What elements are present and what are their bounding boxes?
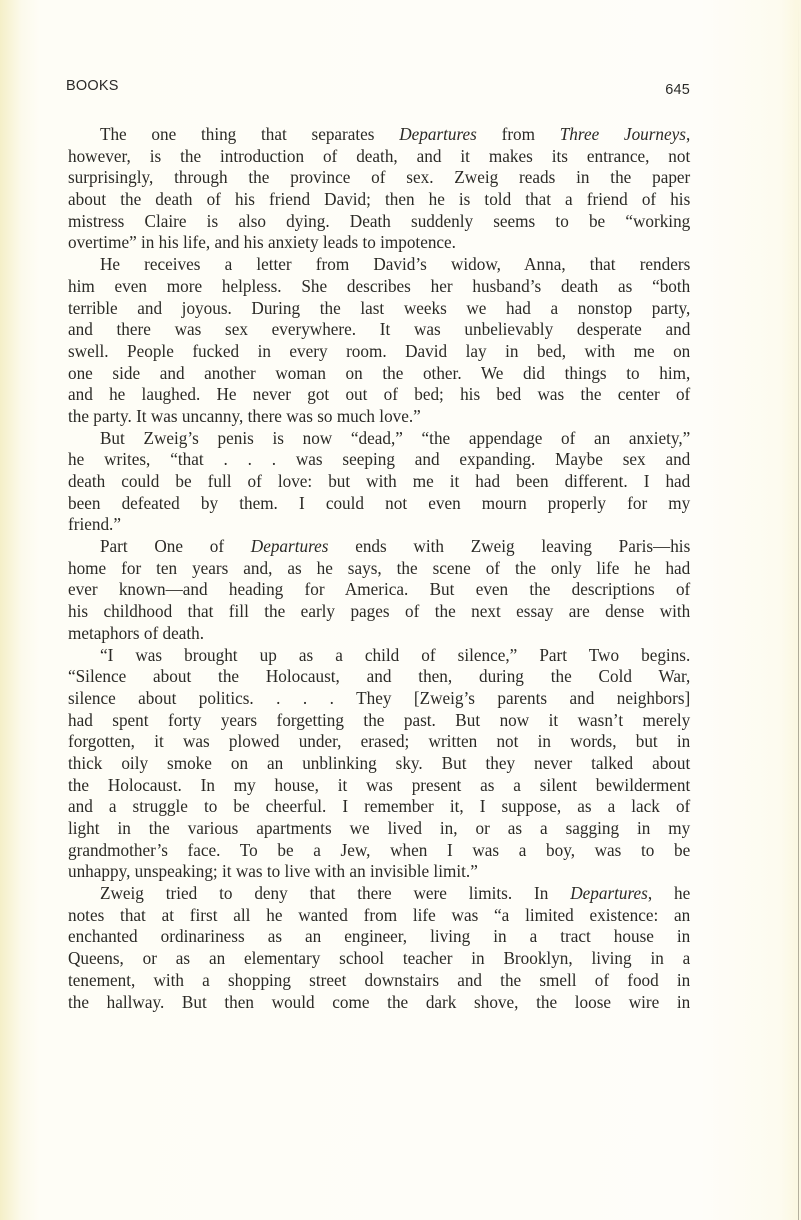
text-run: ever known—and heading for America. But even the descriptions of: [68, 579, 691, 600]
text-run: and a struggle to be cheerful. I remember it, I suppose, as a lack of: [68, 796, 691, 817]
text-line: [68, 276, 690, 298]
text-run: tenement, with a shopping street downstairs and the smell of food in: [68, 969, 691, 990]
text-line: [68, 254, 690, 276]
text-run: thick oily smoke on an unblinking sky. But they never talked about: [68, 752, 691, 773]
text-run: silence about politics. . . . They [Zweig’s parents and neighbors]: [68, 687, 691, 708]
text-line: [68, 406, 690, 428]
text-run: had spent forty years forgetting the past. But now it wasn’t merely: [68, 709, 691, 730]
text-run: notes that at first all he wanted from life was “a limited existence: an: [68, 904, 691, 925]
text-run: the Holocaust. In my house, it was present as a silent bewilderment: [68, 774, 691, 795]
paragraph: [68, 645, 690, 884]
text-line: [68, 449, 690, 471]
page-number: 645: [665, 82, 690, 98]
text-line: [68, 211, 690, 233]
text-run: The one thing that separates: [99, 124, 400, 144]
text-line: [68, 926, 690, 948]
text-line: [68, 189, 690, 211]
text-run: ends with Zweig leaving Paris—his: [328, 536, 691, 557]
text-line: [68, 645, 690, 667]
text-line: [68, 861, 690, 883]
text-run: ,: [685, 124, 691, 144]
text-run: surprisingly, through the province of sex. Zweig reads in the paper: [68, 167, 691, 188]
text-line: [68, 493, 690, 515]
text-line: [68, 840, 690, 862]
book-title-italic: Departures: [399, 124, 477, 144]
text-line: [68, 298, 690, 320]
paragraph: [68, 536, 690, 644]
text-line: [68, 666, 690, 688]
text-run: Queens, or as an elementary school teacher in Brooklyn, living in a: [68, 948, 691, 969]
paragraph: [68, 883, 690, 1013]
text-run: friend.”: [68, 514, 121, 535]
text-run: He receives a letter from David’s widow, Anna, that renders: [99, 254, 691, 275]
text-line: [68, 992, 690, 1014]
text-run: forgotten, it was plowed under, erased; written not in words, but in: [68, 731, 691, 752]
text-run: But Zweig’s penis is now “dead,” “the appendage of an anxiety,”: [99, 427, 691, 448]
text-line: [68, 384, 690, 406]
text-line: [68, 514, 690, 536]
text-run: unhappy, unspeaking; it was to live with an invisible limit.”: [68, 861, 478, 882]
text-line: [68, 558, 690, 580]
text-run: “Silence about the Holocaust, and then, during the Cold War,: [68, 666, 691, 687]
running-head: [66, 78, 690, 98]
text-line: [68, 948, 690, 970]
text-run: Part One of: [99, 536, 251, 557]
text-line: [68, 471, 690, 493]
text-run: the hallway. But then would come the dark shove, the loose wire in: [68, 991, 691, 1012]
text-line: [68, 731, 690, 753]
text-run: , he: [647, 883, 691, 904]
text-line: [68, 623, 690, 645]
text-line: [68, 710, 690, 732]
text-line: [68, 124, 690, 146]
text-run: and there was sex everywhere. It was unbelievably desperate and: [68, 319, 691, 340]
page-edge-line: [798, 0, 799, 1220]
text-run: death could be full of love: but with me it had been different. I had: [68, 471, 691, 491]
text-run: from: [476, 124, 560, 144]
text-run: however, is the introduction of death, and it makes its entrance, not: [68, 145, 691, 166]
book-title-italic: Three Journeys: [559, 124, 686, 144]
text-run: grandmother’s face. To be a Jew, when I was a boy, was to be: [68, 839, 691, 860]
text-line: [68, 905, 690, 927]
text-line: [68, 688, 690, 710]
text-run: one side and another woman on the other. We did things to him,: [68, 362, 691, 383]
text-line: [68, 775, 690, 797]
paragraph: [68, 124, 690, 254]
text-run: overtime” in his life, and his anxiety leads to impotence.: [68, 232, 456, 253]
text-run: light in the various apartments we lived in, or as a sagging in my: [68, 818, 691, 838]
book-title-italic: Departures: [250, 536, 329, 557]
text-line: [68, 536, 690, 558]
text-run: “I was brought up as a child of silence,” Part Two begins.: [99, 644, 691, 665]
text-line: [68, 363, 690, 385]
text-line: [68, 146, 690, 168]
text-run: and he laughed. He never got out of bed; his bed was the center of: [68, 384, 691, 405]
paragraph: [68, 254, 690, 428]
text-run: swell. People fucked in every room. David lay in bed, with me on: [68, 340, 691, 361]
text-line: [68, 753, 690, 775]
text-run: the party. It was uncanny, there was so much love.”: [68, 405, 421, 426]
text-run: home for ten years and, as he says, the scene of the only life he had: [68, 557, 691, 578]
text-run: his childhood that fill the early pages of the next essay are dense with: [68, 601, 691, 622]
text-run: mistress Claire is also dying. Death suddenly seems to be “working: [68, 210, 691, 231]
text-line: [68, 796, 690, 818]
text-run: metaphors of death.: [68, 622, 205, 643]
text-run: him even more helpless. She describes her husband’s death as “both: [68, 275, 691, 296]
text-run: enchanted ordinariness as an engineer, living in a tract house in: [68, 926, 691, 947]
text-run: about the death of his friend David; then he is told that a friend of his: [68, 189, 691, 210]
text-line: [68, 167, 690, 189]
text-run: terrible and joyous. During the last weeks we had a nonstop party,: [68, 297, 691, 318]
text-line: [68, 428, 690, 450]
text-line: [68, 341, 690, 363]
text-run: he writes, “that . . . was seeping and expanding. Maybe sex and: [68, 449, 691, 470]
text-line: [68, 818, 690, 840]
text-line: [68, 970, 690, 992]
text-line: [68, 579, 690, 601]
body-text: [68, 124, 690, 1013]
text-run: Zweig tried to deny that there were limits. In: [99, 883, 571, 904]
section-title: BOOKS: [66, 78, 119, 94]
text-line: [68, 601, 690, 623]
text-line: [68, 883, 690, 905]
text-line: [68, 232, 690, 254]
paragraph: [68, 428, 690, 536]
book-title-italic: Departures: [570, 883, 648, 904]
text-run: been defeated by them. I could not even mourn properly for my: [68, 492, 691, 513]
text-line: [68, 319, 690, 341]
